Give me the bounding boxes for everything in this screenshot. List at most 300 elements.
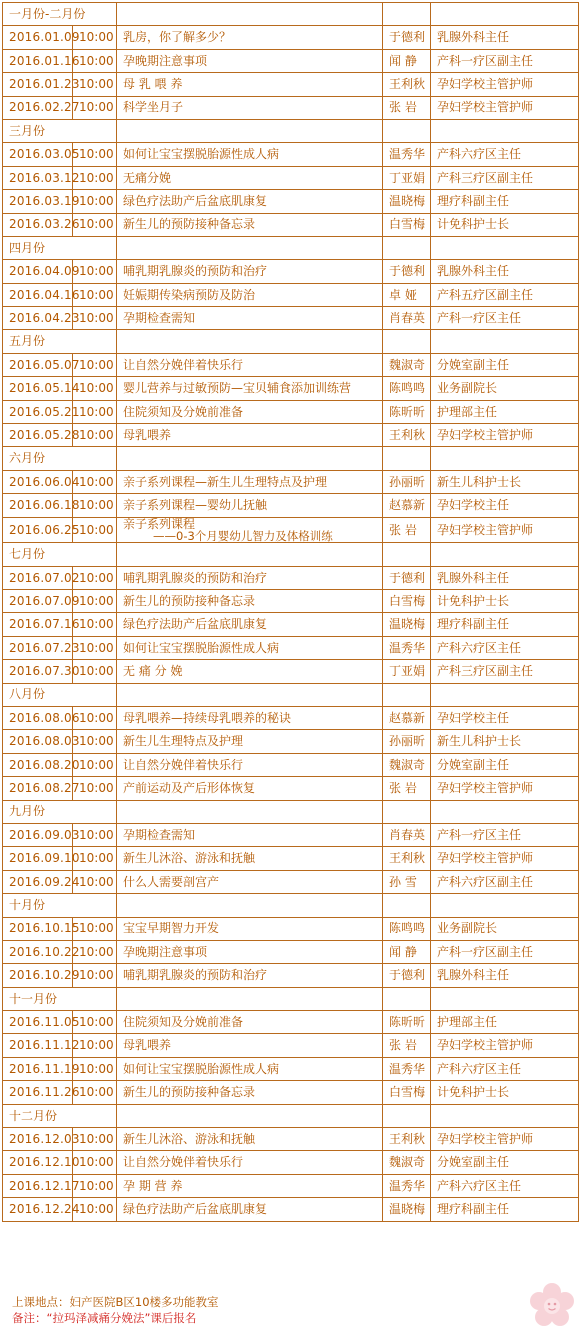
- lecturer-cell: 白雪梅: [383, 213, 431, 236]
- title-cell: 乳腺外科主任: [431, 566, 579, 589]
- month-header: 八月份: [3, 683, 117, 706]
- time-cell: 10:00: [73, 494, 117, 517]
- empty-topic-cell: [117, 1104, 383, 1127]
- lecturer-cell: 张 岩: [383, 777, 431, 800]
- topic-cell: 亲子系列课程—婴幼儿抚触: [117, 494, 383, 517]
- table-row: [3, 49, 579, 72]
- table-row: [3, 566, 579, 589]
- topic-cell: 新生儿的预防接种备忘录: [117, 213, 383, 236]
- month-header-row: [3, 894, 579, 917]
- title-cell: 新生儿科护士长: [431, 730, 579, 753]
- lecturer-cell: 闻 静: [383, 940, 431, 963]
- title-cell: 产科六疗区主任: [431, 636, 579, 659]
- empty-title-cell: [431, 1104, 579, 1127]
- location-note: 上课地点：妇产医院B区10楼多功能教室: [12, 1295, 219, 1309]
- title-cell: 护理部主任: [431, 400, 579, 423]
- date-cell: 2016.01.23: [3, 73, 73, 96]
- topic-cell: 孕晚期注意事项: [117, 49, 383, 72]
- date-cell: 2016.06.04: [3, 470, 73, 493]
- empty-title-cell: [431, 800, 579, 823]
- empty-lecturer-cell: [383, 330, 431, 353]
- title-cell: 孕妇学校主管护师: [431, 73, 579, 96]
- date-cell: 2016.04.23: [3, 307, 73, 330]
- topic-cell: 让自然分娩伴着快乐行: [117, 353, 383, 376]
- date-cell: 2016.08.06: [3, 706, 73, 729]
- table-row: [3, 73, 579, 96]
- topic-cell: 母乳喂养—持续母乳喂养的秘诀: [117, 706, 383, 729]
- topic-cell: 科学坐月子: [117, 96, 383, 119]
- time-cell: 10:00: [73, 377, 117, 400]
- lecturer-cell: 王利秋: [383, 1128, 431, 1151]
- date-cell: 2016.12.24: [3, 1198, 73, 1221]
- time-cell: 10:00: [73, 353, 117, 376]
- title-cell: 计免科护士长: [431, 590, 579, 613]
- title-cell: 理疗科副主任: [431, 190, 579, 213]
- time-cell: 10:00: [73, 26, 117, 49]
- empty-topic-cell: [117, 987, 383, 1010]
- date-cell: 2016.02.27: [3, 96, 73, 119]
- topic-cell: [117, 517, 383, 543]
- lecturer-cell: 温秀华: [383, 636, 431, 659]
- table-row: [3, 1174, 579, 1197]
- topic-cell: 新生儿生理特点及护理: [117, 730, 383, 753]
- empty-topic-cell: [117, 447, 383, 470]
- time-cell: 10:00: [73, 870, 117, 893]
- table-row: [3, 307, 579, 330]
- date-cell: 2016.03.05: [3, 143, 73, 166]
- topic-cell: 绿色疗法助产后盆底肌康复: [117, 613, 383, 636]
- month-header: 九月份: [3, 800, 117, 823]
- lecturer-cell: 王利秋: [383, 73, 431, 96]
- title-cell: 孕妇学校主管护师: [431, 517, 579, 543]
- table-row: [3, 1198, 579, 1221]
- table-row: [3, 917, 579, 940]
- title-cell: 分娩室副主任: [431, 1151, 579, 1174]
- time-cell: 10:00: [73, 566, 117, 589]
- topic-cell: 如何让宝宝摆脱胎源性成人病: [117, 143, 383, 166]
- date-cell: 2016.11.26: [3, 1081, 73, 1104]
- lecturer-cell: 赵慕新: [383, 494, 431, 517]
- topic-cell: 新生儿沐浴、游泳和抚触: [117, 847, 383, 870]
- table-row: [3, 940, 579, 963]
- time-cell: 10:00: [73, 823, 117, 846]
- title-cell: 孕妇学校主任: [431, 706, 579, 729]
- topic-cell: 妊娠期传染病预防及防治: [117, 283, 383, 306]
- time-cell: 10:00: [73, 940, 117, 963]
- topic-cell: 哺乳期乳腺炎的预防和治疗: [117, 964, 383, 987]
- title-cell: 乳腺外科主任: [431, 260, 579, 283]
- date-cell: 2016.12.10: [3, 1151, 73, 1174]
- date-cell: 2016.07.23: [3, 636, 73, 659]
- time-cell: 10:00: [73, 706, 117, 729]
- lecturer-cell: 卓 娅: [383, 283, 431, 306]
- lecturer-cell: 陈昕昕: [383, 400, 431, 423]
- lecturer-cell: 张 岩: [383, 517, 431, 543]
- topic-cell: 产前运动及产后形体恢复: [117, 777, 383, 800]
- empty-topic-cell: [117, 543, 383, 566]
- empty-title-cell: [431, 894, 579, 917]
- title-cell: 孕妇学校主管护师: [431, 1128, 579, 1151]
- empty-lecturer-cell: [383, 543, 431, 566]
- title-cell: 乳腺外科主任: [431, 964, 579, 987]
- time-cell: 10:00: [73, 1128, 117, 1151]
- time-cell: 10:00: [73, 964, 117, 987]
- month-header-row: [3, 543, 579, 566]
- time-cell: 10:00: [73, 917, 117, 940]
- time-cell: 10:00: [73, 753, 117, 776]
- lecturer-cell: 赵慕新: [383, 706, 431, 729]
- topic-cell: 无痛分娩: [117, 166, 383, 189]
- time-cell: 10:00: [73, 1174, 117, 1197]
- empty-title-cell: [431, 543, 579, 566]
- lecturer-cell: 王利秋: [383, 847, 431, 870]
- title-cell: 孕妇学校主管护师: [431, 847, 579, 870]
- table-row: [3, 166, 579, 189]
- date-cell: 2016.09.24: [3, 870, 73, 893]
- schedule-grid: [2, 2, 579, 1222]
- date-cell: 2016.01.16: [3, 49, 73, 72]
- lecturer-cell: 张 岩: [383, 96, 431, 119]
- date-cell: 2016.06.25: [3, 517, 73, 543]
- title-cell: 业务副院长: [431, 917, 579, 940]
- lecturer-cell: 孙 雪: [383, 870, 431, 893]
- title-cell: 孕妇学校主管护师: [431, 777, 579, 800]
- time-cell: 10:00: [73, 49, 117, 72]
- topic-line: 亲子系列课程: [123, 516, 196, 531]
- title-cell: 孕妇学校主管护师: [431, 96, 579, 119]
- lecturer-cell: 于德利: [383, 26, 431, 49]
- title-cell: 理疗科副主任: [431, 1198, 579, 1221]
- date-cell: 2016.11.05: [3, 1011, 73, 1034]
- lecturer-cell: 丁亚娟: [383, 166, 431, 189]
- lecturer-cell: 白雪梅: [383, 590, 431, 613]
- month-header: 四月份: [3, 236, 117, 259]
- topic-cell: 婴儿营养与过敏预防—宝贝辅食添加训练营: [117, 377, 383, 400]
- title-cell: 计免科护士长: [431, 213, 579, 236]
- topic-cell: 乳房，你了解多少？: [117, 26, 383, 49]
- date-cell: 2016.04.16: [3, 283, 73, 306]
- table-row: [3, 400, 579, 423]
- topic-cell: 住院须知及分娩前准备: [117, 1011, 383, 1034]
- empty-topic-cell: [117, 894, 383, 917]
- time-cell: 10:00: [73, 166, 117, 189]
- time-cell: 10:00: [73, 400, 117, 423]
- title-cell: 产科五疗区副主任: [431, 283, 579, 306]
- date-cell: 2016.05.28: [3, 424, 73, 447]
- topic-cell: 如何让宝宝摆脱胎源性成人病: [117, 636, 383, 659]
- registration-note: 备注：“拉玛泽减痛分娩法”课后报名: [12, 1311, 197, 1325]
- lecturer-cell: 陈昕昕: [383, 1011, 431, 1034]
- table-row: [3, 1057, 579, 1080]
- table-row: [3, 1011, 579, 1034]
- empty-lecturer-cell: [383, 894, 431, 917]
- table-row: [3, 590, 579, 613]
- date-cell: 2016.01.09: [3, 26, 73, 49]
- date-cell: 2016.09.03: [3, 823, 73, 846]
- date-cell: 2016.10.22: [3, 940, 73, 963]
- table-row: [3, 753, 579, 776]
- time-cell: 10:00: [73, 1057, 117, 1080]
- title-cell: 护理部主任: [431, 1011, 579, 1034]
- empty-lecturer-cell: [383, 800, 431, 823]
- empty-title-cell: [431, 683, 579, 706]
- table-row: [3, 190, 579, 213]
- empty-topic-cell: [117, 683, 383, 706]
- topic-cell: 哺乳期乳腺炎的预防和治疗: [117, 260, 383, 283]
- title-cell: 产科六疗区主任: [431, 1174, 579, 1197]
- time-cell: 10:00: [73, 1198, 117, 1221]
- flower-icon: [528, 1282, 576, 1330]
- lecturer-cell: 温秀华: [383, 143, 431, 166]
- time-cell: 10:00: [73, 307, 117, 330]
- table-row: [3, 1128, 579, 1151]
- title-cell: 产科三疗区副主任: [431, 660, 579, 683]
- title-cell: 产科一疗区副主任: [431, 49, 579, 72]
- time-cell: 10:00: [73, 73, 117, 96]
- topic-cell: 新生儿沐浴、游泳和抚触: [117, 1128, 383, 1151]
- empty-title-cell: [431, 3, 579, 26]
- table-row: [3, 96, 579, 119]
- empty-lecturer-cell: [383, 119, 431, 142]
- lecturer-cell: 于德利: [383, 260, 431, 283]
- lecturer-cell: 温晓梅: [383, 190, 431, 213]
- time-cell: 10:00: [73, 1034, 117, 1057]
- topic-cell: 宝宝早期智力开发: [117, 917, 383, 940]
- time-cell: 10:00: [73, 517, 117, 543]
- empty-lecturer-cell: [383, 447, 431, 470]
- time-cell: 10:00: [73, 847, 117, 870]
- table-row: [3, 660, 579, 683]
- table-row: [3, 847, 579, 870]
- lecturer-cell: 于德利: [383, 566, 431, 589]
- title-cell: 乳腺外科主任: [431, 26, 579, 49]
- time-cell: 10:00: [73, 424, 117, 447]
- table-row: [3, 470, 579, 493]
- empty-lecturer-cell: [383, 236, 431, 259]
- month-header-row: [3, 236, 579, 259]
- table-row: [3, 613, 579, 636]
- empty-topic-cell: [117, 119, 383, 142]
- time-cell: 10:00: [73, 590, 117, 613]
- table-row: [3, 494, 579, 517]
- lecturer-cell: 陈鸣鸣: [383, 377, 431, 400]
- lecturer-cell: 王利秋: [383, 424, 431, 447]
- table-row: [3, 1034, 579, 1057]
- date-cell: 2016.11.12: [3, 1034, 73, 1057]
- empty-topic-cell: [117, 3, 383, 26]
- time-cell: 10:00: [73, 1081, 117, 1104]
- date-cell: 2016.07.02: [3, 566, 73, 589]
- lecturer-cell: 于德利: [383, 964, 431, 987]
- date-cell: 2016.08.27: [3, 777, 73, 800]
- time-cell: 10:00: [73, 636, 117, 659]
- topic-cell: 孕期检查需知: [117, 307, 383, 330]
- empty-lecturer-cell: [383, 683, 431, 706]
- topic-cell: 母 乳 喂 养: [117, 73, 383, 96]
- table-row: [3, 283, 579, 306]
- time-cell: 10:00: [73, 660, 117, 683]
- topic-cell: 住院须知及分娩前准备: [117, 400, 383, 423]
- month-header: 一月份-二月份: [3, 3, 117, 26]
- topic-cell: 孕晚期注意事项: [117, 940, 383, 963]
- date-cell: 2016.10.15: [3, 917, 73, 940]
- topic-cell: 新生儿的预防接种备忘录: [117, 1081, 383, 1104]
- month-header: 十一月份: [3, 987, 117, 1010]
- lecturer-cell: 温秀华: [383, 1057, 431, 1080]
- title-cell: 产科三疗区副主任: [431, 166, 579, 189]
- time-cell: 10:00: [73, 260, 117, 283]
- lecturer-cell: 张 岩: [383, 1034, 431, 1057]
- month-header-row: [3, 119, 579, 142]
- month-header-row: [3, 447, 579, 470]
- topic-cell: 母乳喂养: [117, 424, 383, 447]
- topic-cell: 绿色疗法助产后盆底肌康复: [117, 190, 383, 213]
- table-row: [3, 213, 579, 236]
- month-header: 十月份: [3, 894, 117, 917]
- date-cell: 2016.08.03: [3, 730, 73, 753]
- topic-subline: ——0-3个月婴幼儿智力及体格训练: [153, 529, 333, 544]
- empty-lecturer-cell: [383, 1104, 431, 1127]
- topic-cell: 绿色疗法助产后盆底肌康复: [117, 1198, 383, 1221]
- title-cell: 产科一疗区主任: [431, 307, 579, 330]
- title-cell: 孕妇学校主管护师: [431, 424, 579, 447]
- date-cell: 2016.09.10: [3, 847, 73, 870]
- table-row: [3, 353, 579, 376]
- date-cell: 2016.11.19: [3, 1057, 73, 1080]
- time-cell: 10:00: [73, 613, 117, 636]
- lecturer-cell: 肖春英: [383, 823, 431, 846]
- month-header: 五月份: [3, 330, 117, 353]
- topic-cell: 亲子系列课程—新生儿生理特点及护理: [117, 470, 383, 493]
- time-cell: 10:00: [73, 190, 117, 213]
- date-cell: 2016.07.09: [3, 590, 73, 613]
- empty-topic-cell: [117, 800, 383, 823]
- title-cell: 孕妇学校主任: [431, 494, 579, 517]
- time-cell: 10:00: [73, 777, 117, 800]
- table-row: [3, 870, 579, 893]
- topic-cell: 新生儿的预防接种备忘录: [117, 590, 383, 613]
- date-cell: 2016.07.30: [3, 660, 73, 683]
- topic-cell: 什么人需要剖宫产: [117, 870, 383, 893]
- title-cell: 产科一疗区副主任: [431, 940, 579, 963]
- title-cell: 计免科护士长: [431, 1081, 579, 1104]
- month-header: 三月份: [3, 119, 117, 142]
- date-cell: 2016.12.03: [3, 1128, 73, 1151]
- title-cell: 理疗科副主任: [431, 613, 579, 636]
- month-header-row: [3, 987, 579, 1010]
- table-row: [3, 377, 579, 400]
- time-cell: 10:00: [73, 1151, 117, 1174]
- title-cell: 分娩室副主任: [431, 753, 579, 776]
- lecturer-cell: 孙丽昕: [383, 730, 431, 753]
- lecturer-cell: 魏淑奇: [383, 753, 431, 776]
- empty-title-cell: [431, 330, 579, 353]
- date-cell: 2016.04.09: [3, 260, 73, 283]
- table-row: [3, 823, 579, 846]
- table-row: [3, 1081, 579, 1104]
- date-cell: 2016.03.26: [3, 213, 73, 236]
- title-cell: 分娩室副主任: [431, 353, 579, 376]
- title-cell: 产科六疗区主任: [431, 143, 579, 166]
- lecturer-cell: 丁亚娟: [383, 660, 431, 683]
- table-row: [3, 964, 579, 987]
- title-cell: 孕妇学校主管护师: [431, 1034, 579, 1057]
- topic-cell: 母乳喂养: [117, 1034, 383, 1057]
- date-cell: 2016.03.19: [3, 190, 73, 213]
- time-cell: 10:00: [73, 283, 117, 306]
- month-header-row: [3, 3, 579, 26]
- month-header: 七月份: [3, 543, 117, 566]
- title-cell: 产科六疗区主任: [431, 1057, 579, 1080]
- lecturer-cell: 闻 静: [383, 49, 431, 72]
- lecturer-cell: 白雪梅: [383, 1081, 431, 1104]
- topic-cell: 让自然分娩伴着快乐行: [117, 1151, 383, 1174]
- empty-lecturer-cell: [383, 3, 431, 26]
- date-cell: 2016.05.21: [3, 400, 73, 423]
- table-row: [3, 26, 579, 49]
- lecturer-cell: 陈鸣鸣: [383, 917, 431, 940]
- time-cell: 10:00: [73, 143, 117, 166]
- table-row: [3, 636, 579, 659]
- date-cell: 2016.05.07: [3, 353, 73, 376]
- empty-lecturer-cell: [383, 987, 431, 1010]
- title-cell: 新生儿科护士长: [431, 470, 579, 493]
- topic-cell: 孕 期 营 养: [117, 1174, 383, 1197]
- lecturer-cell: 魏淑奇: [383, 1151, 431, 1174]
- topic-cell: 让自然分娩伴着快乐行: [117, 753, 383, 776]
- table-row: [3, 424, 579, 447]
- time-cell: 10:00: [73, 96, 117, 119]
- date-cell: 2016.06.18: [3, 494, 73, 517]
- lecturer-cell: 温秀华: [383, 1174, 431, 1197]
- month-header-row: [3, 800, 579, 823]
- date-cell: 2016.12.17: [3, 1174, 73, 1197]
- empty-topic-cell: [117, 236, 383, 259]
- topic-cell: 如何让宝宝摆脱胎源性成人病: [117, 1057, 383, 1080]
- lecturer-cell: 孙丽昕: [383, 470, 431, 493]
- empty-title-cell: [431, 236, 579, 259]
- date-cell: 2016.10.29: [3, 964, 73, 987]
- lecturer-cell: 魏淑奇: [383, 353, 431, 376]
- month-header-row: [3, 330, 579, 353]
- table-row: [3, 706, 579, 729]
- time-cell: 10:00: [73, 213, 117, 236]
- footer: [12, 1294, 219, 1326]
- date-cell: 2016.05.14: [3, 377, 73, 400]
- title-cell: 产科一疗区主任: [431, 823, 579, 846]
- time-cell: 10:00: [73, 1011, 117, 1034]
- month-header-row: [3, 683, 579, 706]
- table-row: [3, 777, 579, 800]
- empty-title-cell: [431, 987, 579, 1010]
- time-cell: 10:00: [73, 730, 117, 753]
- month-header-row: [3, 1104, 579, 1127]
- lecturer-cell: 温晓梅: [383, 613, 431, 636]
- topic-cell: 无 痛 分 娩: [117, 660, 383, 683]
- empty-title-cell: [431, 119, 579, 142]
- empty-topic-cell: [117, 330, 383, 353]
- table-row: [3, 1151, 579, 1174]
- date-cell: 2016.07.16: [3, 613, 73, 636]
- lecturer-cell: 肖春英: [383, 307, 431, 330]
- title-cell: 业务副院长: [431, 377, 579, 400]
- table-row: [3, 260, 579, 283]
- title-cell: 产科六疗区副主任: [431, 870, 579, 893]
- table-row: [3, 517, 579, 543]
- date-cell: 2016.08.20: [3, 753, 73, 776]
- table-row: [3, 730, 579, 753]
- lecturer-cell: 温晓梅: [383, 1198, 431, 1221]
